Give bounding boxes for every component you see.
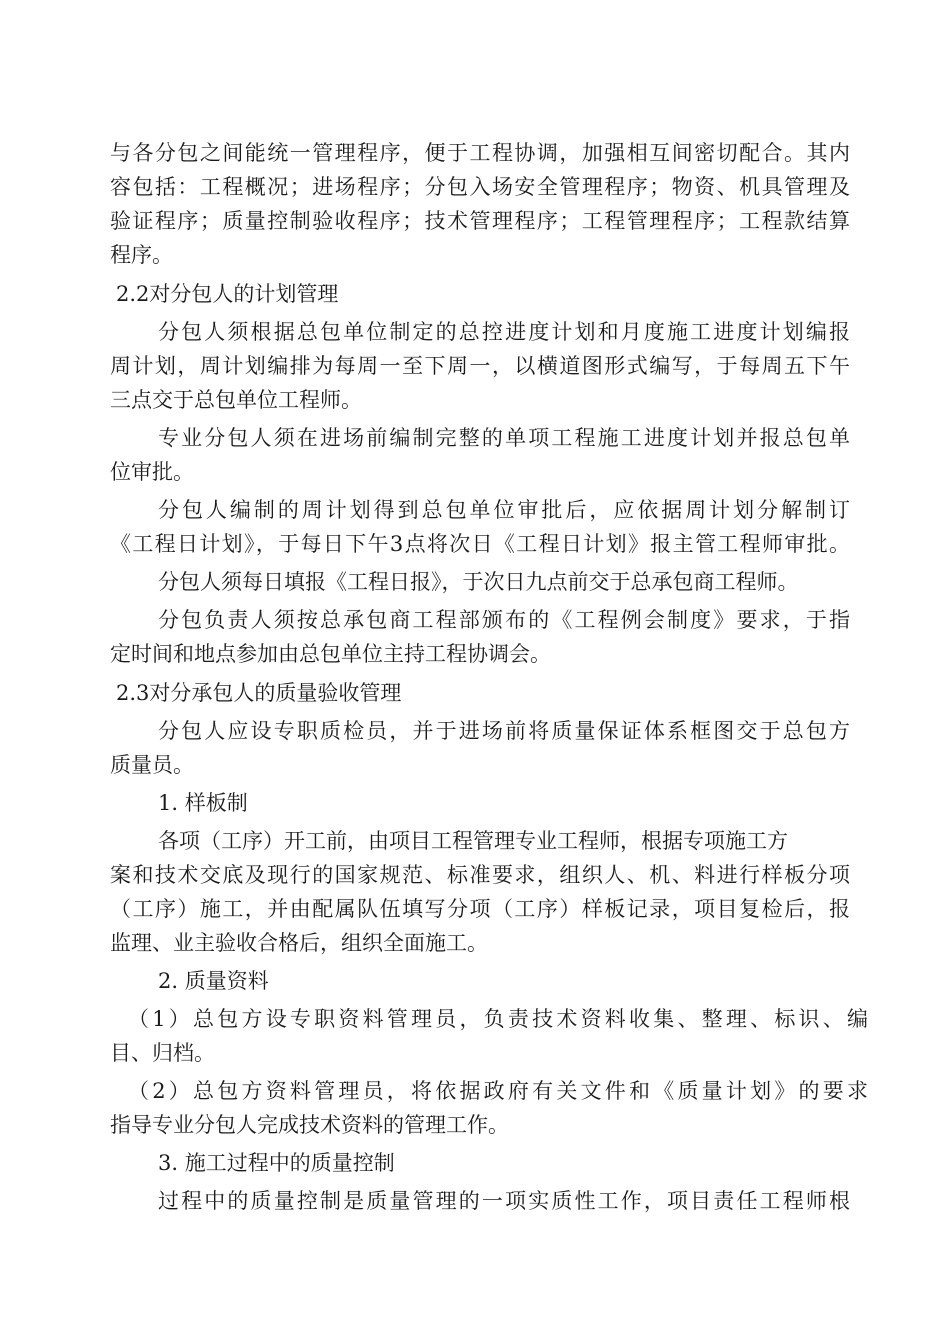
text-line: 专业分包人须在进场前编制完整的单项工程施工进度计划并报总包单 xyxy=(158,426,850,450)
text-line: 分包人须每日填报《工程日报》，于次日九点前交于总承包商工程师。 xyxy=(158,570,799,594)
text-line: 目、归档。 xyxy=(110,1041,215,1065)
text-line: （1）总包方设专职资料管理员，负责技术资料收集、整理、标识、编 xyxy=(128,1007,868,1031)
text-line: 各项（工序）开工前，由项目工程管理专业工程师，根据专项施工方 xyxy=(158,829,788,853)
text-line: 分包人须根据总包单位制定的总控进度计划和月度施工进度计划编报 xyxy=(158,320,850,344)
text-line: 监理、业主验收合格后，组织全面施工。 xyxy=(110,931,488,955)
text-line: 质量员。 xyxy=(110,753,194,777)
text-line: 位审批。 xyxy=(110,460,194,484)
text-line: 与各分包之间能统一管理程序，便于工程协调，加强相互间密切配合。其内 xyxy=(110,141,850,165)
text-line: 程序。 xyxy=(110,243,173,267)
text-line: 1. 样板制 xyxy=(158,791,248,815)
text-line: 容包括：工程概况；进场程序；分包入场安全管理程序；物资、机具管理及 xyxy=(110,175,850,199)
text-line: （2）总包方资料管理员，将依据政府有关文件和《质量计划》的要求 xyxy=(128,1079,868,1103)
text-line: 过程中的质量控制是质量管理的一项实质性工作，项目责任工程师根 xyxy=(158,1189,850,1213)
text-line: 2. 质量资料 xyxy=(158,969,269,993)
text-line: 周计划，周计划编排为每周一至下周一，以横道图形式编写，于每周五下午 xyxy=(110,354,850,378)
text-line: 验证程序；质量控制验收程序；技术管理程序；工程管理程序；工程款结算 xyxy=(110,209,850,233)
text-line: 定时间和地点参加由总包单位主持工程协调会。 xyxy=(110,642,551,666)
text-line: 指导专业分包人完成技术资料的管理工作。 xyxy=(110,1113,509,1137)
text-line: 分包人应设专职质检员，并于进场前将质量保证体系框图交于总包方 xyxy=(158,719,850,743)
text-line: 2.2对分包人的计划管理 xyxy=(116,282,339,306)
text-line: 2.3对分承包人的质量验收管理 xyxy=(116,681,402,705)
text-line: 《工程日计划》，于每日下午3点将次日《工程日计划》报主管工程师审批。 xyxy=(110,532,850,556)
text-line: 3. 施工过程中的质量控制 xyxy=(158,1151,395,1175)
text-line: 分包人编制的周计划得到总包单位审批后，应依据周计划分解制订 xyxy=(158,498,850,522)
text-line: （工序）施工，并由配属队伍填写分项（工序）样板记录，项目复检后，报 xyxy=(110,897,850,921)
text-line: 三点交于总包单位工程师。 xyxy=(110,388,362,412)
text-line: 分包负责人须按总承包商工程部颁布的《工程例会制度》要求，于指 xyxy=(158,608,850,632)
text-line: 案和技术交底及现行的国家规范、标准要求，组织人、机、料进行样板分项 xyxy=(110,863,850,887)
